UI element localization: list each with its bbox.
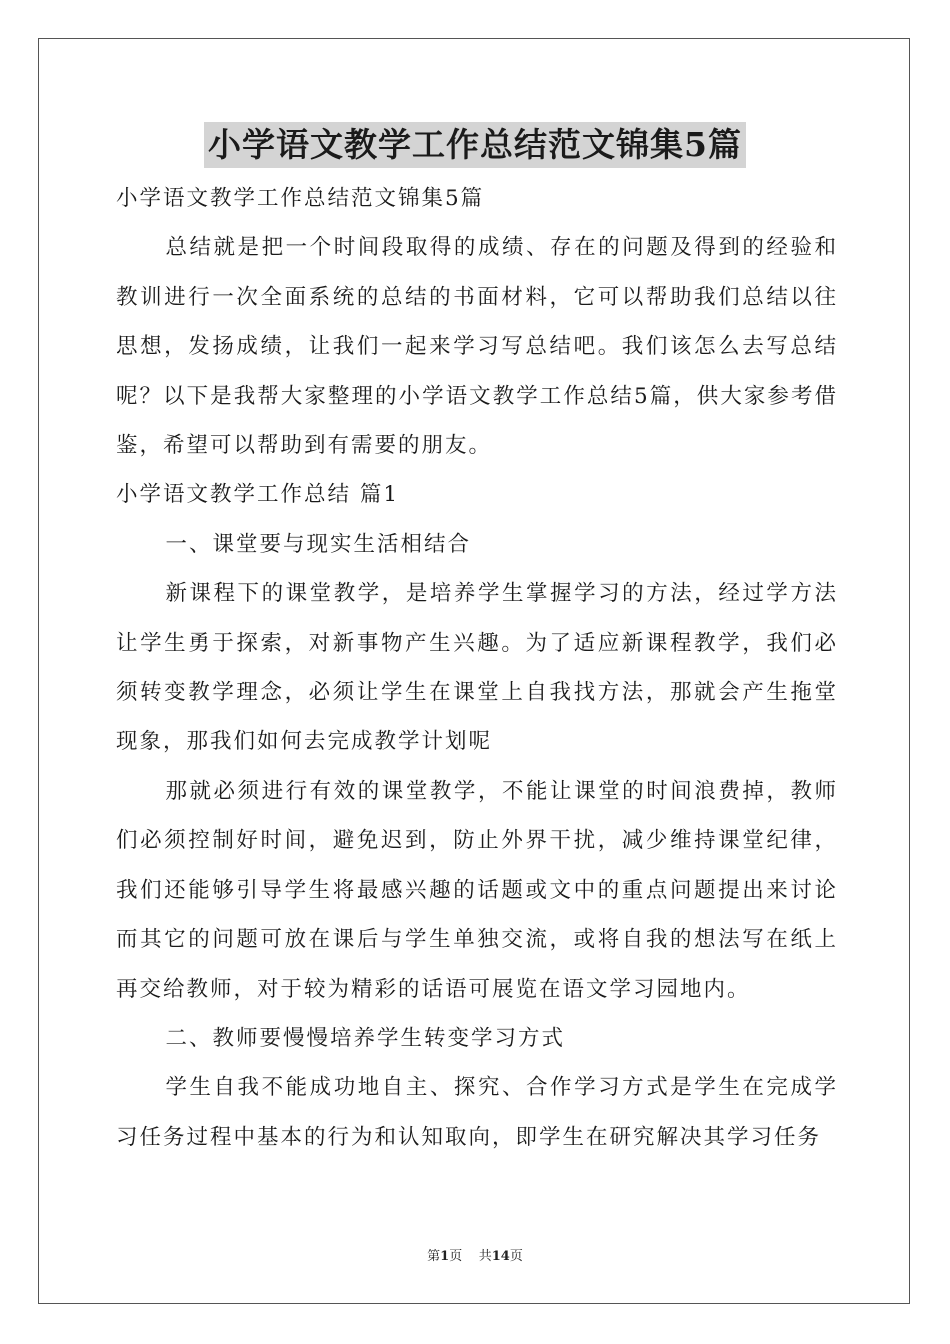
footer-page-prefix: 第	[427, 1249, 441, 1264]
body-paragraph-1: 新课程下的课堂教学，是培养学生掌握学习的方法，经过学方法让学生勇于探索，对新事物产生兴趣。为了适应新课程教学，我们必须转变教学理念，必须让学生在课堂上自我找方法，那就会产生拖堂现象，那我们如何去完成教学计划呢	[116, 581, 838, 755]
title-container	[0, 122, 950, 168]
subheading-2: 二、教师要慢慢培养学生转变学习方式	[165, 1025, 565, 1051]
footer-page-total: 14	[491, 1249, 510, 1264]
intro-paragraph: 总结就是把一个时间段取得的成绩、存在的问题及得到的经验和教训进行一次全面系统的总结的书面材料，它可以帮助我们总结以往思想，发扬成绩，让我们一起来学习写总结吧。我们该怎么去写总结呢？以下是我帮大家整理的小学语文教学工作总结5篇，供大家参考借鉴，希望可以帮助到有需要的朋友。	[116, 235, 838, 459]
document-body	[116, 174, 838, 1162]
footer-page-current: 1	[440, 1249, 450, 1264]
footer-total-suffix: 页	[509, 1249, 523, 1264]
footer-page-suffix: 页	[449, 1249, 463, 1264]
page-footer	[0, 1248, 950, 1266]
section-heading: 小学语文教学工作总结 篇1	[116, 482, 400, 508]
document-title: 小学语文教学工作总结范文锦集5篇	[204, 122, 746, 168]
body-paragraph-3: 学生自我不能成功地自主、探究、合作学习方式是学生在完成学习任务过程中基本的行为和认知取向，即学生在研究解决其学习任务	[116, 1075, 838, 1150]
footer-total-prefix: 共	[478, 1249, 492, 1264]
body-paragraph-2: 那就必须进行有效的课堂教学，不能让课堂的时间浪费掉，教师们必须控制好时间，避免迟到，防止外界干扰，减少维持课堂纪律，我们还能够引导学生将最感兴趣的话题或文中的重点问题提出来讨论而其它的问题可放在课后与学生单独交流，或将自我的想法写在纸上再交给教师，对于较为精彩的话语可展览在语文学习园地内。	[116, 778, 838, 1002]
subheading-1: 一、课堂要与现实生活相结合	[165, 531, 471, 557]
subtitle-line: 小学语文教学工作总结范文锦集5篇	[116, 186, 485, 211]
